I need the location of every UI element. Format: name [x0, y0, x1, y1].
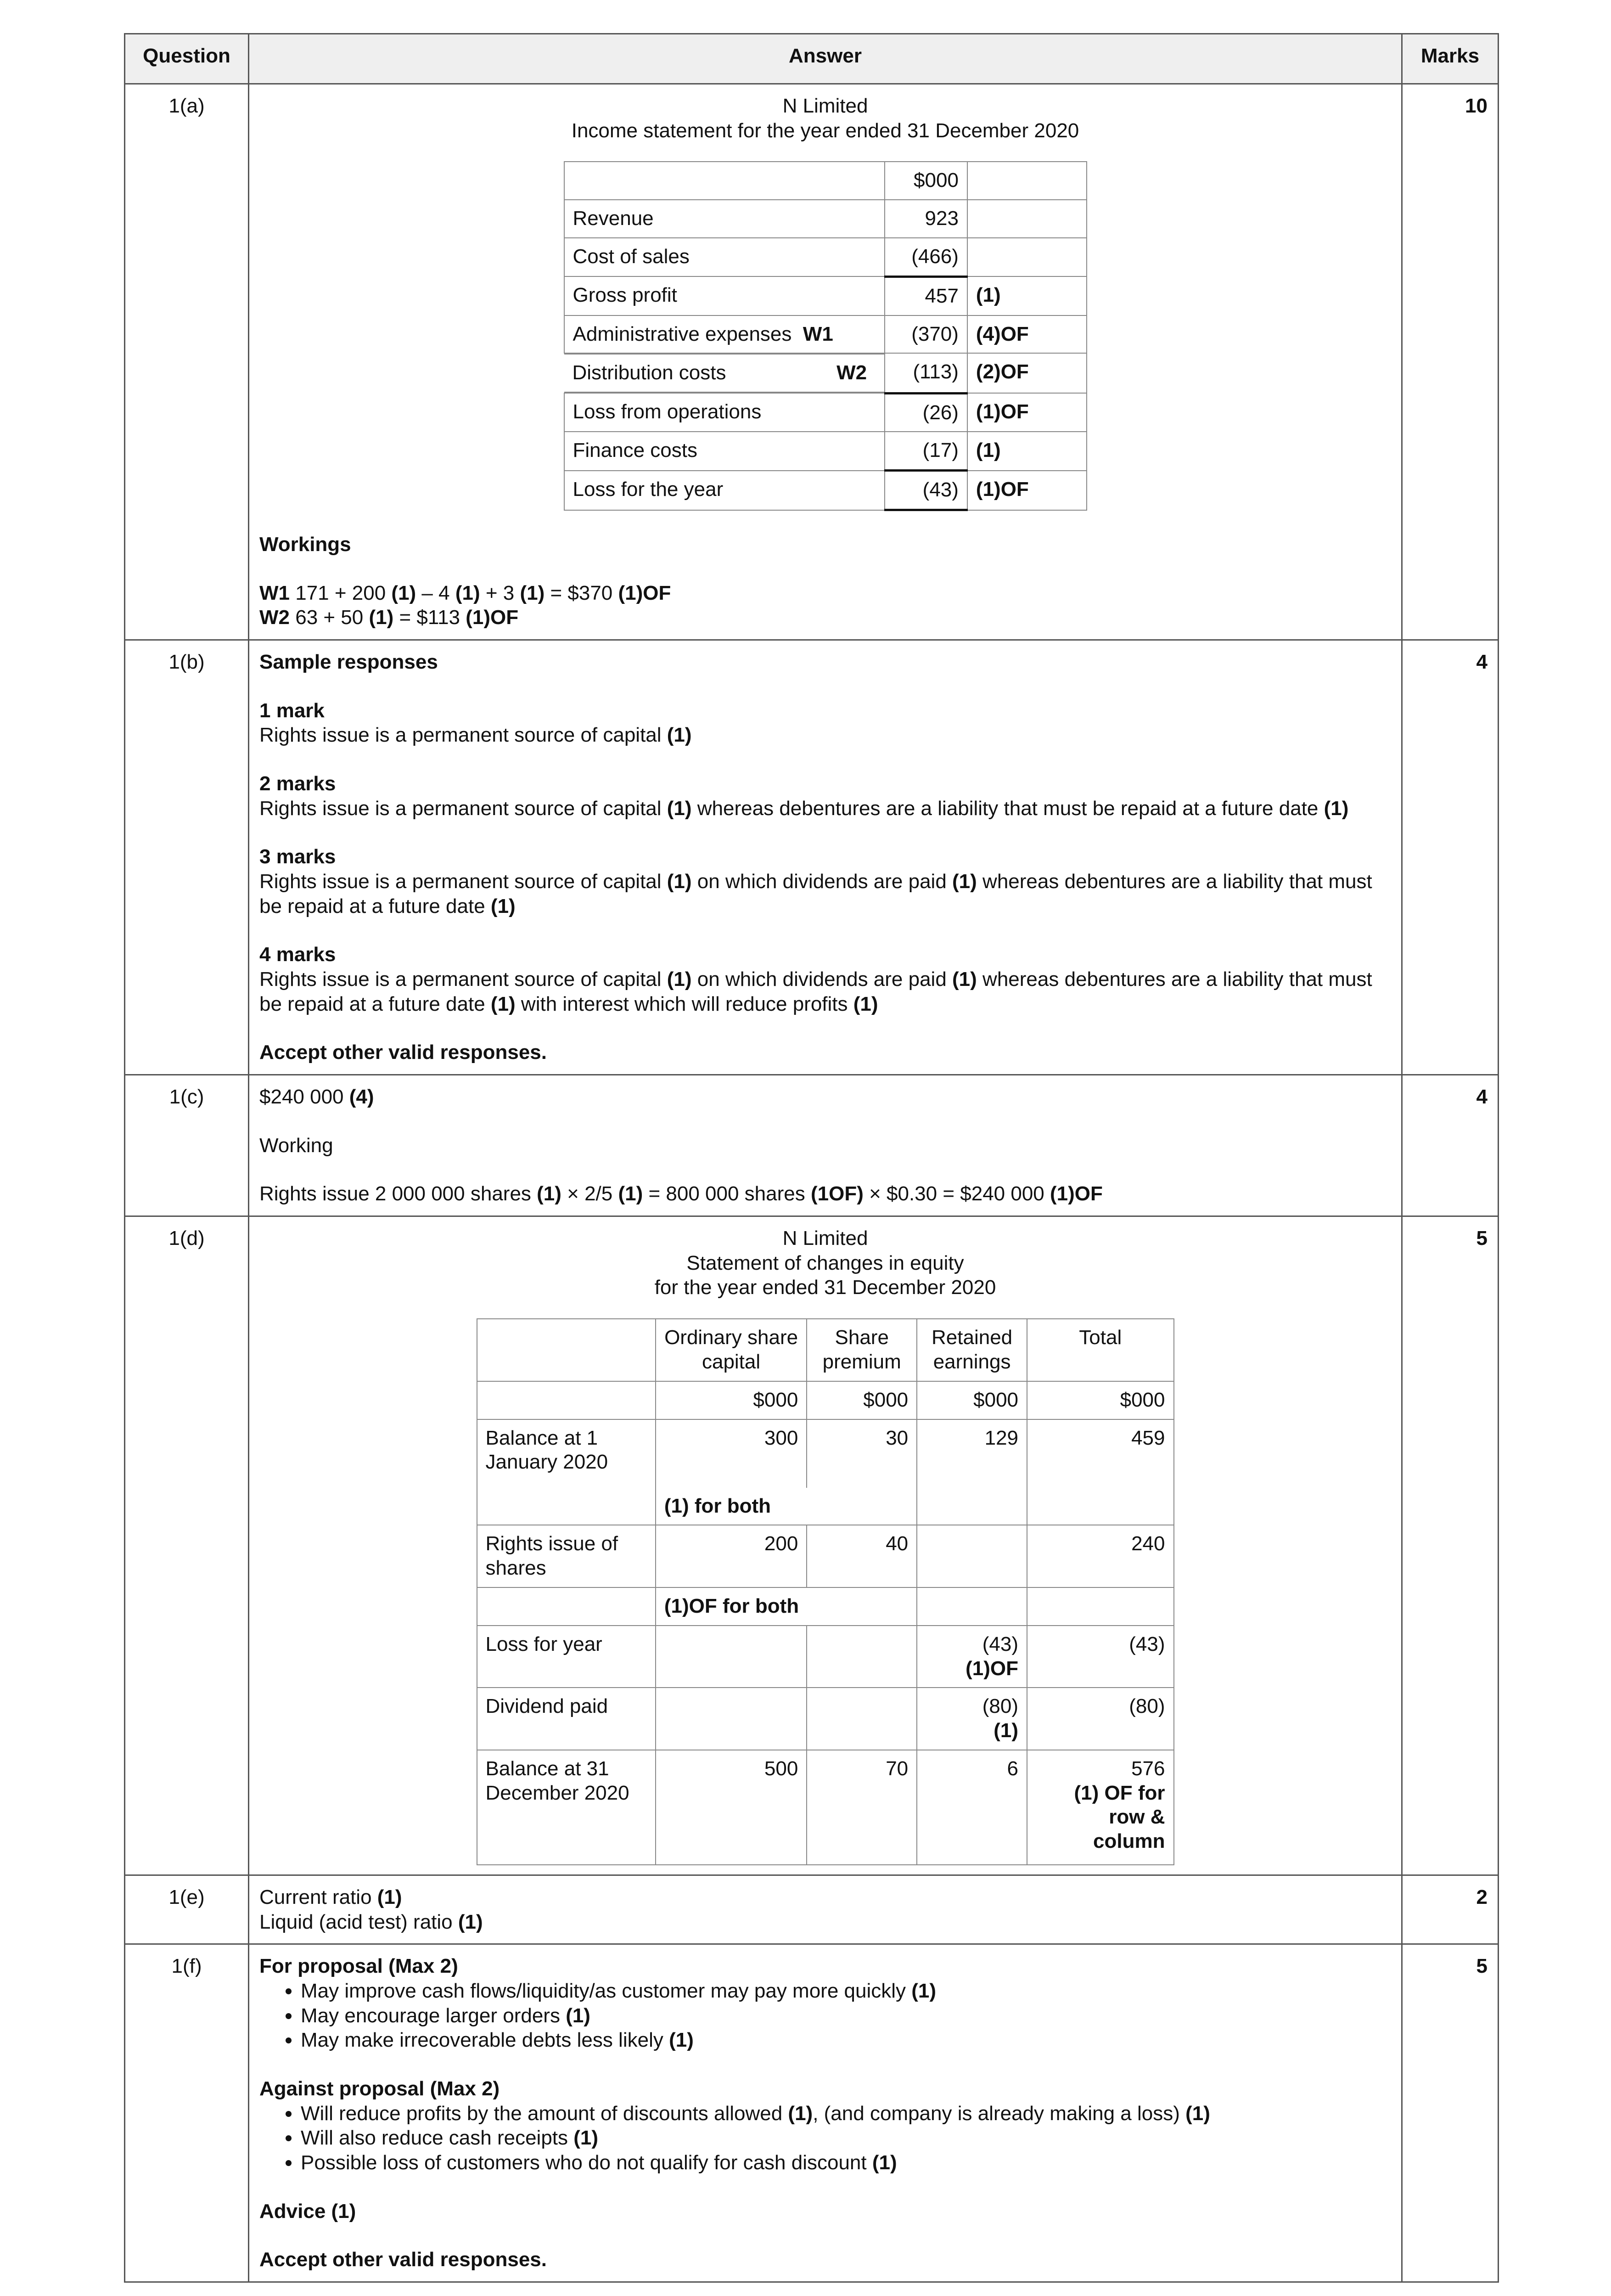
row-value: (370) — [885, 315, 967, 354]
row-mark — [967, 200, 1087, 238]
question-number: 1(a) — [125, 84, 249, 640]
against-heading: Against proposal (Max 2) — [259, 2077, 500, 2100]
working-heading: Working — [259, 1134, 333, 1157]
row-mark: (1) — [967, 276, 1087, 315]
list-item: • Will reduce profits by the amount of discounts allowed (1), (and company is already making a loss) (1) — [301, 2101, 1391, 2126]
marks-value: 5 — [1402, 1216, 1499, 1875]
income-row — [564, 200, 1087, 238]
row-mark — [967, 238, 1087, 276]
answer-text: $240 000 (4) — [259, 1086, 374, 1109]
equity-header-row — [477, 1319, 1174, 1381]
row-label: Rights issue of shares — [477, 1525, 656, 1587]
against-list — [259, 2101, 1391, 2175]
equity-row — [477, 1750, 1174, 1865]
row-mark: (1) — [967, 432, 1087, 470]
unit-label: $000 — [885, 162, 967, 200]
statement-title: Income statement for the year ended 31 December 2020 — [571, 119, 1079, 142]
row-value: (466) — [885, 238, 967, 276]
question-number: 1(b) — [125, 640, 249, 1075]
for-heading: For proposal (Max 2) — [259, 1955, 458, 1978]
equity-unit-row — [477, 1381, 1174, 1419]
marks-value: 2 — [1402, 1875, 1499, 1944]
statement-period: for the year ended 31 December 2020 — [654, 1276, 996, 1299]
equity-statement-table — [477, 1318, 1174, 1865]
question-row-1a — [125, 84, 1499, 640]
row-value: 6 — [917, 1750, 1027, 1865]
working-ref: W1 — [803, 322, 833, 345]
income-row — [564, 276, 1087, 315]
answer-line: Current ratio (1) — [259, 1885, 402, 1908]
income-row — [564, 353, 1087, 393]
level-text: Rights issue is a permanent source of capital (1) whereas debentures are a liability that must be repaid at a future date (1) — [259, 797, 1349, 820]
unit-label: $000 — [1027, 1381, 1173, 1419]
row-value — [917, 1525, 1027, 1587]
answer-cell — [249, 1944, 1402, 2282]
level-heading: 3 marks — [259, 845, 336, 868]
row-mark: (1)OF for both — [656, 1587, 917, 1626]
col-share-capital: Ordinary share capital — [656, 1319, 807, 1381]
answer-cell — [249, 1075, 1402, 1216]
row-value: (80) — [1027, 1688, 1173, 1750]
equity-row — [477, 1419, 1174, 1488]
unit-label: $000 — [656, 1381, 807, 1419]
question-row-1c — [125, 1075, 1499, 1216]
answer-cell — [249, 1875, 1402, 1944]
row-mark: (1)OF — [967, 393, 1087, 432]
statement-company: N Limited — [782, 1227, 868, 1250]
row-value: 500 — [656, 1750, 807, 1865]
income-row — [564, 432, 1087, 470]
row-value: (113) — [885, 353, 967, 393]
accept-note: Accept other valid responses. — [259, 1041, 547, 1064]
marks-value: 5 — [1402, 1944, 1499, 2282]
equity-row — [477, 1626, 1174, 1688]
answer-cell — [249, 1216, 1402, 1875]
question-row-1e — [125, 1875, 1499, 1944]
row-label: Cost of sales — [573, 245, 690, 268]
mark-scheme-page — [124, 33, 1499, 2283]
marks-value: 10 — [1402, 84, 1499, 640]
col-share-premium: Share premium — [807, 1319, 917, 1381]
row-label: Revenue — [573, 207, 654, 230]
mark-scheme-table — [124, 33, 1499, 2283]
row-value: (26) — [885, 393, 967, 432]
list-item: • May encourage larger orders (1) — [301, 2003, 1391, 2028]
row-label: Loss for the year — [573, 478, 724, 501]
row-mark: (1)OF — [967, 471, 1087, 510]
header-row — [125, 34, 1499, 84]
row-value: (43) — [1027, 1626, 1173, 1688]
row-value: 300 — [656, 1419, 807, 1488]
level-heading: 2 marks — [259, 772, 336, 795]
for-list — [259, 1979, 1391, 2053]
marks-header: Marks — [1402, 34, 1499, 84]
marks-value: 4 — [1402, 640, 1499, 1075]
income-row — [564, 471, 1087, 510]
sample-responses-heading: Sample responses — [259, 651, 438, 674]
question-row-1f — [125, 1944, 1499, 2282]
question-number: 1(e) — [125, 1875, 249, 1944]
row-value: 576 (1) OF for row & column — [1027, 1750, 1173, 1865]
income-statement-table — [564, 161, 1087, 511]
row-value: 457 — [885, 276, 967, 315]
unit-label: $000 — [807, 1381, 917, 1419]
statement-company: N Limited — [782, 95, 868, 117]
row-value: (43) — [885, 471, 967, 510]
level-text: Rights issue is a permanent source of capital (1) — [259, 724, 692, 747]
row-value: (43) (1)OF — [917, 1626, 1027, 1688]
working-text: Rights issue 2 000 000 shares (1) × 2/5 (1) = 800 000 shares (1OF) × $0.30 = $240 000 (1)OF — [259, 1182, 1103, 1205]
row-label: Loss for year — [477, 1626, 656, 1688]
row-value: 200 — [656, 1525, 807, 1587]
row-value: 129 — [917, 1419, 1027, 1525]
row-value: 459 — [1027, 1419, 1173, 1525]
row-value: 240 — [1027, 1525, 1173, 1587]
equity-mark-row — [477, 1587, 1174, 1626]
row-value: (80) (1) — [917, 1688, 1027, 1750]
income-row — [564, 238, 1087, 276]
list-item: • Possible loss of customers who do not qualify for cash discount (1) — [301, 2150, 1391, 2175]
income-row — [564, 393, 1087, 432]
level-text: Rights issue is a permanent source of capital (1) on which dividends are paid (1) whereas debentures are a liability that must be repaid at a future date (1) with interest which will reduce profits (1) — [259, 968, 1372, 1015]
level-text: Rights issue is a permanent source of capital (1) on which dividends are paid (1) whereas debentures are a liability that must be repaid at a future date (1) — [259, 870, 1372, 917]
level-heading: 1 mark — [259, 699, 325, 722]
question-row-1d — [125, 1216, 1499, 1875]
row-value: (17) — [885, 432, 967, 470]
list-item: • May improve cash flows/liquidity/as customer may pay more quickly (1) — [301, 1979, 1391, 2003]
working-w1: W1 171 + 200 (1) – 4 (1) + 3 (1) = $370 (1)OF — [259, 581, 671, 604]
working-w2: W2 63 + 50 (1) = $113 (1)OF — [259, 606, 519, 629]
row-mark: (1) for both — [656, 1488, 917, 1525]
level-heading: 4 marks — [259, 943, 336, 966]
row-mark: (4)OF — [967, 315, 1087, 354]
list-item: • May make irrecoverable debts less likely (1) — [301, 2028, 1391, 2053]
row-label: Administrative expenses — [573, 322, 792, 345]
row-label: Gross profit — [573, 284, 677, 307]
marks-value: 4 — [1402, 1075, 1499, 1216]
working-ref: W2 — [836, 361, 867, 384]
accept-note: Accept other valid responses. — [259, 2248, 547, 2271]
workings-heading: Workings — [259, 533, 351, 556]
list-item: • Will also reduce cash receipts (1) — [301, 2126, 1391, 2150]
row-mark: (2)OF — [967, 353, 1087, 393]
advice-line: Advice (1) — [259, 2200, 356, 2223]
answer-cell — [249, 84, 1402, 640]
answer-header: Answer — [249, 34, 1402, 84]
row-value: 40 — [807, 1525, 917, 1587]
equity-row — [477, 1688, 1174, 1750]
row-value: 30 — [807, 1419, 917, 1488]
income-row — [564, 315, 1087, 354]
row-label: Loss from operations — [573, 400, 762, 423]
answer-line: Liquid (acid test) ratio (1) — [259, 1910, 483, 1933]
statement-title: Statement of changes in equity — [686, 1251, 964, 1274]
unit-label: $000 — [917, 1381, 1027, 1419]
row-value: 923 — [885, 200, 967, 238]
income-unit-row — [564, 162, 1087, 200]
row-label: Distribution costs — [572, 361, 726, 384]
question-row-1b — [125, 640, 1499, 1075]
col-total: Total — [1027, 1319, 1173, 1381]
equity-row — [477, 1525, 1174, 1587]
row-value: 70 — [807, 1750, 917, 1865]
col-retained-earnings: Retained earnings — [917, 1319, 1027, 1381]
answer-cell — [249, 640, 1402, 1075]
question-header: Question — [125, 34, 249, 84]
row-label: Balance at 1 January 2020 — [477, 1419, 656, 1488]
row-label: Dividend paid — [477, 1688, 656, 1750]
question-number: 1(f) — [125, 1944, 249, 2282]
question-number: 1(c) — [125, 1075, 249, 1216]
row-label: Balance at 31 December 2020 — [477, 1750, 656, 1865]
row-label: Finance costs — [573, 439, 697, 462]
question-number: 1(d) — [125, 1216, 249, 1875]
